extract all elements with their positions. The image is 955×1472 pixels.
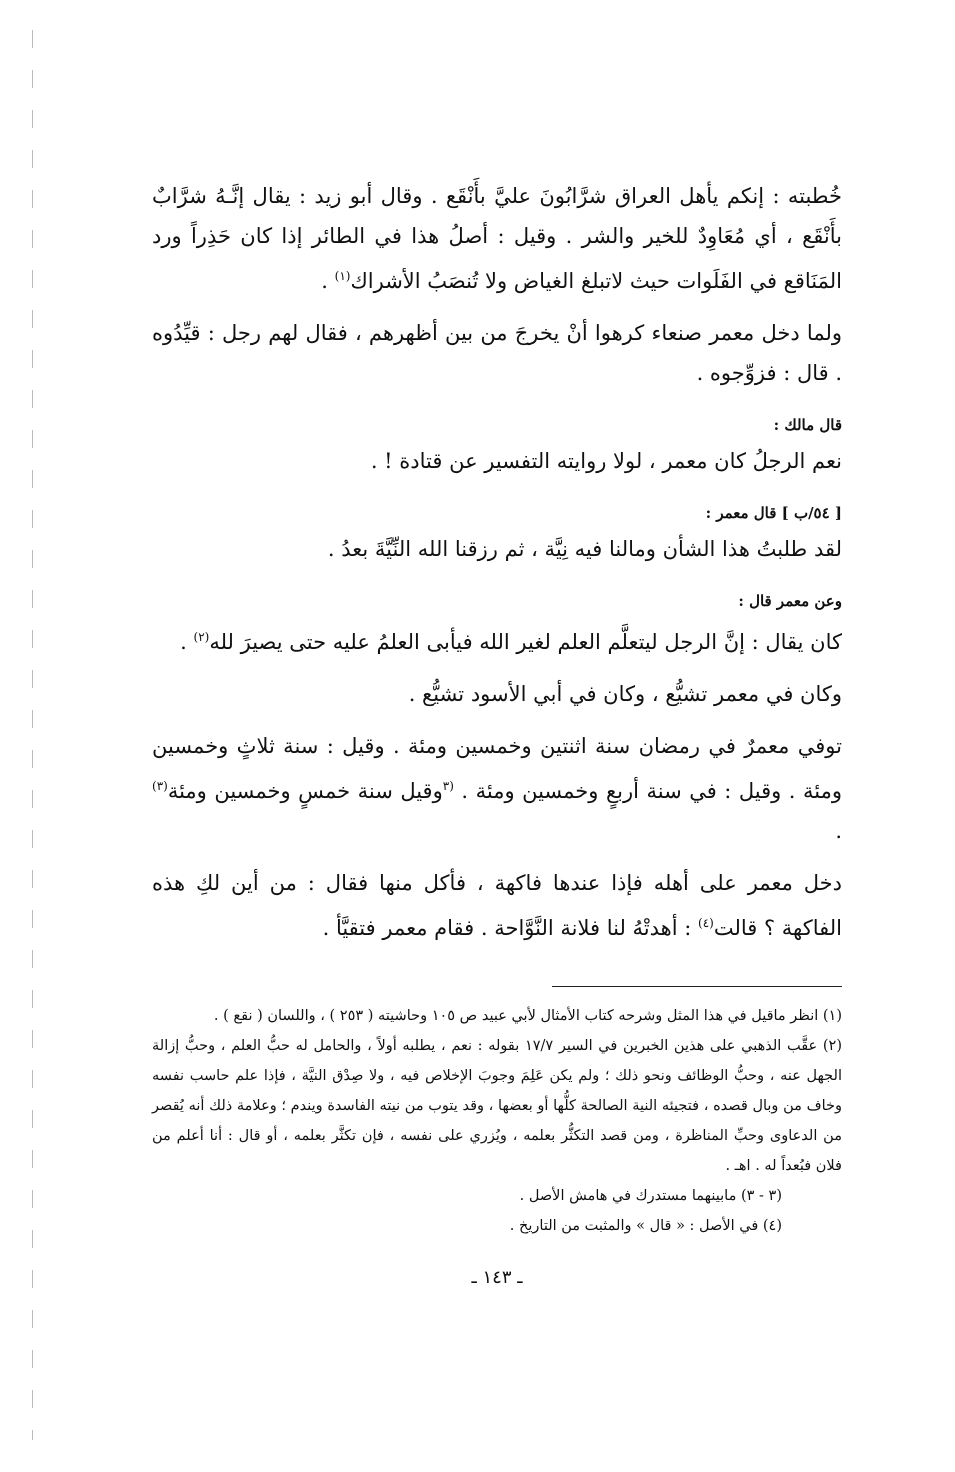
scan-edge: [32, 30, 33, 1440]
footnote-ref: (٣): [152, 779, 168, 793]
section-heading: وعن معمر قال :: [738, 592, 842, 610]
paragraph-end: .: [835, 819, 842, 843]
paragraph: وكان في معمر تشيُّع ، وكان في أبي الأسود تشيُّع .: [408, 682, 842, 706]
section-text: نعم الرجلُ كان معمر ، لولا روايته التفسير عن قتادة ! .: [370, 449, 842, 473]
footnote-ref: (٣: [442, 779, 454, 793]
section-text-body: كان يقال : إنَّ الرجل ليتعلَّم العلم لغير الله فيأبى العلمُ عليه حتى يصيرَ لله: [209, 630, 842, 654]
paragraph: [152, 726, 842, 851]
section-text: لقد طلبتُ هذا الشأن ومالنا فيه نِيَّة ، ثم رزقنا الله النِّيَّةَ بعدُ .: [327, 537, 842, 561]
book-page: [152, 176, 842, 1288]
paragraph-text: توفي معمرٌ في رمضان سنة اثنتين وخمسين ومئة . وقيل : سنة ثلاثٍ وخمسين ومئة . وقيل : في سنة أربعٍ وخمسين ومئة .: [152, 734, 842, 803]
footnote-ref: (٢): [193, 630, 210, 644]
footnote: (٤) في الأصل : « قال » والمثبت من التاريخ .: [509, 1218, 782, 1234]
section-heading: قال مالك :: [773, 416, 842, 434]
paragraph-end: .: [321, 269, 335, 293]
section-heading: [ ٥٤/ب ] قال معمر :: [705, 504, 842, 522]
footnote: (٣ - ٣) مابينهما مستدرك في هامش الأصل .: [519, 1188, 782, 1204]
paragraph-text: وقيل سنة خمسٍ وخمسين ومئة: [167, 779, 443, 803]
footnote: (٢) عقَّب الذهبي على هذين الخبرين في السير ١٧/٧ بقوله : نعم ، يطلبه أولاً ، والحامل له حبُّ العلم ، وحبُّ إزالة الجهل عنه ، وحبُّ الوظائف ونحو ذلك ؛ ولم يكن عَلِمَ وجوبَ الإخلاص فيه ، ولا صِدْق النيَّة ، فإذا علم حاسب نفسه وخاف من وبال قصده ، فتجيئه النية الصالحة كلُّها أو بعضها ، وقد يتوب من نيته الفاسدة ويندم ؛ وعلامة ذلك أنه يُقصر من الدعاوى وحبِّ المناظرة ، ومن قصد التكثُّر بعلمه ، ويُزري على نفسه ، فإن تكثَّر بعلمه ، أو قال : أنا أعلم من فلان فبُعداً له . اهـ .: [152, 1038, 842, 1174]
paragraph-text: دخل معمر على أهله فإذا عندها فاكهة ، فأكل منها فقال : من أين لكِ هذه الفاكهة ؟ قالت: [152, 871, 842, 940]
paragraph-text: : أهدتْهُ لنا فلانة النَّوَّاحة . فقام معمر فتقيَّأ .: [322, 916, 699, 940]
paragraph-text: خُطبته : إنكم يأهل العراق شرَّابُونَ عليَّ بأَنْقَع . وقال أبو زيد : يقال إنَّـهُ شرَّابٌ بأَنْقَع ، أي مُعَاوِدٌ للخير والشر . وقيل : أصلُ هذا في الطائر إذا كان حَذِراً ورد المَنَاقع في الفَلَوات حيث لاتبلغ الغياض ولا تُنصَبُ الأشراك: [152, 184, 842, 293]
paragraph: ولما دخل معمر صنعاء كرهوا أنْ يخرجَ من بين أظهرهم ، فقال لهم رجل : قيِّدُوه . قال : فزوِّجوه .: [152, 321, 842, 385]
paragraph-end: .: [180, 630, 194, 654]
footnote-ref: (٤): [698, 916, 714, 930]
page-number: ـ ١٤٣ ـ: [471, 1267, 523, 1288]
footnote-divider: [552, 986, 842, 987]
footnote-ref: (١): [334, 269, 351, 283]
section-text: [152, 617, 842, 662]
paragraph: [152, 863, 842, 948]
footnote: (١) انظر ماقيل في هذا المثل وشرحه كتاب الأمثال لأبي عبيد ص ١٠٥ وحاشيته ( ٢٥٣ ) ، واللسان ( نقع ) .: [213, 1008, 842, 1024]
paragraph: [152, 176, 842, 301]
